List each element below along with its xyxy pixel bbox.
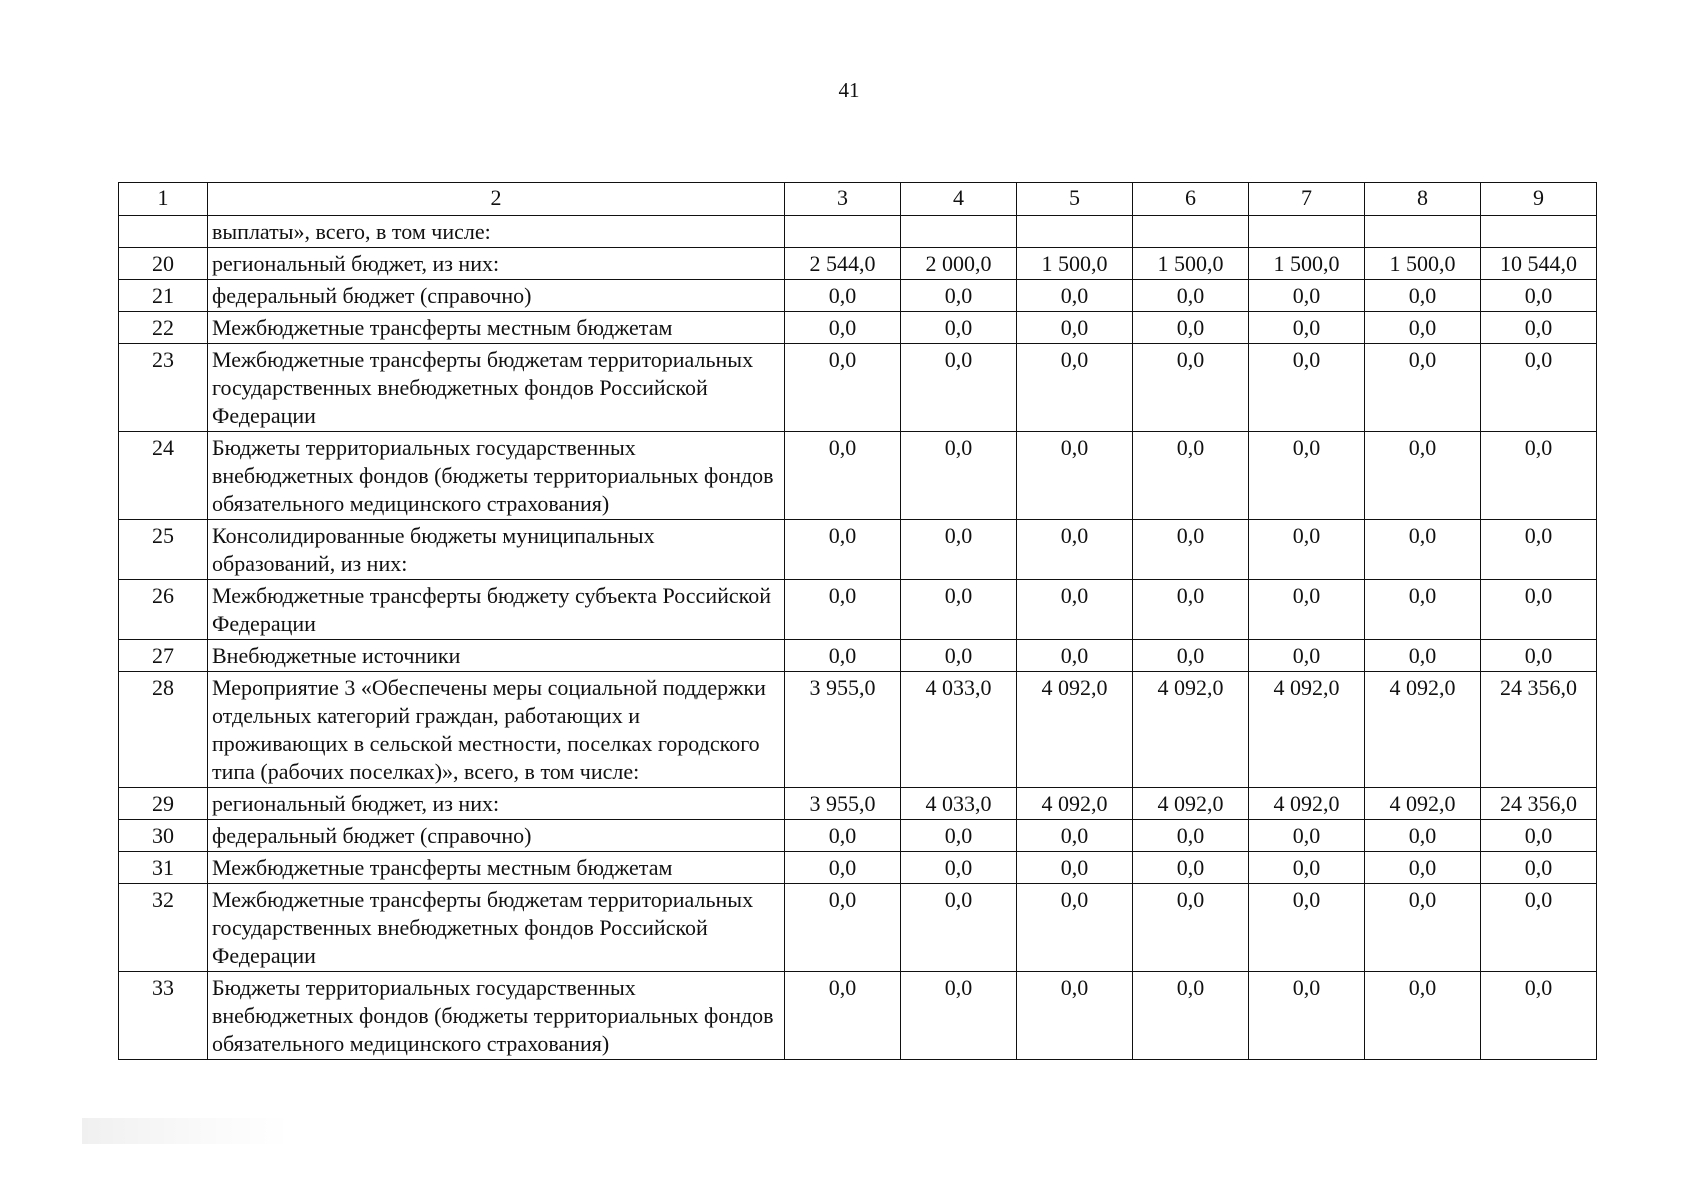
value-cell: 0,0 — [1133, 580, 1249, 640]
value-cell: 0,0 — [1481, 432, 1597, 520]
value-cell: 0,0 — [1017, 312, 1133, 344]
value-cell: 0,0 — [785, 852, 901, 884]
value-cell: 0,0 — [785, 972, 901, 1060]
row-description: федеральный бюджет (справочно) — [208, 280, 785, 312]
page-number: 41 — [838, 78, 860, 102]
row-number: 28 — [119, 672, 208, 788]
value-cell: 0,0 — [1017, 280, 1133, 312]
value-cell: 0,0 — [785, 344, 901, 432]
value-cell: 0,0 — [1133, 344, 1249, 432]
value-cell — [785, 216, 901, 248]
value-cell: 0,0 — [1365, 640, 1481, 672]
table-row — [119, 820, 1597, 852]
table-row — [119, 852, 1597, 884]
value-cell — [1017, 216, 1133, 248]
value-cell: 0,0 — [1365, 312, 1481, 344]
table-row — [119, 344, 1597, 432]
value-cell: 0,0 — [785, 520, 901, 580]
row-description: Бюджеты территориальных государственных внебюджетных фондов (бюджеты территориальных фондов обязательного медицинского страхования) — [208, 972, 785, 1060]
value-cell: 0,0 — [1017, 884, 1133, 972]
value-cell: 0,0 — [1249, 520, 1365, 580]
value-cell: 0,0 — [1249, 344, 1365, 432]
value-cell: 0,0 — [901, 432, 1017, 520]
table-row — [119, 640, 1597, 672]
value-cell: 0,0 — [1481, 520, 1597, 580]
value-cell: 0,0 — [1365, 972, 1481, 1060]
header-cell: 3 — [785, 183, 901, 216]
row-number: 33 — [119, 972, 208, 1060]
row-number: 27 — [119, 640, 208, 672]
value-cell: 0,0 — [1133, 640, 1249, 672]
value-cell: 0,0 — [1365, 884, 1481, 972]
table-row — [119, 432, 1597, 520]
value-cell: 0,0 — [1249, 972, 1365, 1060]
value-cell: 4 092,0 — [1365, 788, 1481, 820]
table-row — [119, 280, 1597, 312]
row-description: Межбюджетные трансферты местным бюджетам — [208, 852, 785, 884]
value-cell: 0,0 — [1133, 884, 1249, 972]
header-cell: 4 — [901, 183, 1017, 216]
value-cell: 0,0 — [1133, 312, 1249, 344]
row-number: 30 — [119, 820, 208, 852]
value-cell: 0,0 — [901, 884, 1017, 972]
table-body — [119, 216, 1597, 1060]
row-description: Межбюджетные трансферты местным бюджетам — [208, 312, 785, 344]
value-cell: 0,0 — [1249, 884, 1365, 972]
value-cell — [901, 216, 1017, 248]
header-cell: 2 — [208, 183, 785, 216]
table-row — [119, 788, 1597, 820]
value-cell: 10 544,0 — [1481, 248, 1597, 280]
value-cell: 0,0 — [1481, 820, 1597, 852]
header-cell: 7 — [1249, 183, 1365, 216]
value-cell: 2 000,0 — [901, 248, 1017, 280]
table-row — [119, 312, 1597, 344]
row-number: 21 — [119, 280, 208, 312]
value-cell: 0,0 — [1017, 972, 1133, 1060]
value-cell: 0,0 — [1017, 520, 1133, 580]
value-cell: 2 544,0 — [785, 248, 901, 280]
row-description: региональный бюджет, из них: — [208, 788, 785, 820]
row-number — [119, 216, 208, 248]
value-cell: 0,0 — [1365, 520, 1481, 580]
table-row — [119, 216, 1597, 248]
value-cell: 1 500,0 — [1133, 248, 1249, 280]
value-cell: 0,0 — [1481, 312, 1597, 344]
row-description: Внебюджетные источники — [208, 640, 785, 672]
value-cell: 0,0 — [1133, 972, 1249, 1060]
value-cell: 24 356,0 — [1481, 788, 1597, 820]
value-cell: 0,0 — [1365, 432, 1481, 520]
table-row — [119, 972, 1597, 1060]
value-cell: 0,0 — [1133, 820, 1249, 852]
value-cell: 0,0 — [1481, 852, 1597, 884]
row-description: Межбюджетные трансферты бюджету субъекта Российской Федерации — [208, 580, 785, 640]
value-cell: 0,0 — [1365, 344, 1481, 432]
value-cell: 0,0 — [1249, 312, 1365, 344]
value-cell: 1 500,0 — [1017, 248, 1133, 280]
table-row — [119, 884, 1597, 972]
header-cell: 9 — [1481, 183, 1597, 216]
row-description: Консолидированные бюджеты муниципальных образований, из них: — [208, 520, 785, 580]
row-description: федеральный бюджет (справочно) — [208, 820, 785, 852]
value-cell: 0,0 — [901, 820, 1017, 852]
value-cell: 0,0 — [785, 580, 901, 640]
row-number: 25 — [119, 520, 208, 580]
table-row — [119, 248, 1597, 280]
value-cell: 0,0 — [1249, 852, 1365, 884]
value-cell: 4 092,0 — [1133, 672, 1249, 788]
header-cell: 8 — [1365, 183, 1481, 216]
value-cell: 0,0 — [1481, 344, 1597, 432]
value-cell: 4 092,0 — [1133, 788, 1249, 820]
header-cell: 1 — [119, 183, 208, 216]
value-cell: 0,0 — [1365, 580, 1481, 640]
row-number: 22 — [119, 312, 208, 344]
value-cell: 0,0 — [1481, 884, 1597, 972]
table-row — [119, 520, 1597, 580]
value-cell: 0,0 — [1017, 580, 1133, 640]
header-cell: 5 — [1017, 183, 1133, 216]
row-description: выплаты», всего, в том числе: — [208, 216, 785, 248]
value-cell: 0,0 — [1249, 820, 1365, 852]
value-cell: 0,0 — [1017, 640, 1133, 672]
scan-artifact — [82, 1118, 292, 1144]
value-cell: 0,0 — [1133, 520, 1249, 580]
table-row — [119, 580, 1597, 640]
value-cell: 0,0 — [785, 884, 901, 972]
value-cell: 0,0 — [901, 312, 1017, 344]
value-cell: 0,0 — [901, 520, 1017, 580]
row-description: Мероприятие 3 «Обеспечены меры социальной поддержки отдельных категорий граждан, работающих и проживающих в сельской местности, поселках городского типа (рабочих поселках)», всего, в том числе: — [208, 672, 785, 788]
value-cell: 0,0 — [1133, 280, 1249, 312]
row-description: региональный бюджет, из них: — [208, 248, 785, 280]
value-cell — [1133, 216, 1249, 248]
value-cell: 0,0 — [1249, 280, 1365, 312]
value-cell: 1 500,0 — [1249, 248, 1365, 280]
value-cell: 0,0 — [901, 852, 1017, 884]
value-cell: 4 092,0 — [1017, 788, 1133, 820]
row-number: 26 — [119, 580, 208, 640]
value-cell: 0,0 — [1249, 580, 1365, 640]
value-cell: 24 356,0 — [1481, 672, 1597, 788]
value-cell: 0,0 — [1017, 432, 1133, 520]
value-cell: 4 092,0 — [1249, 672, 1365, 788]
value-cell: 0,0 — [1481, 972, 1597, 1060]
value-cell: 0,0 — [1365, 280, 1481, 312]
row-number: 32 — [119, 884, 208, 972]
row-description: Бюджеты территориальных государственных внебюджетных фондов (бюджеты территориальных фондов обязательного медицинского страхования) — [208, 432, 785, 520]
value-cell — [1365, 216, 1481, 248]
value-cell: 0,0 — [1133, 852, 1249, 884]
value-cell: 4 092,0 — [1365, 672, 1481, 788]
header-cell: 6 — [1133, 183, 1249, 216]
value-cell: 0,0 — [785, 312, 901, 344]
value-cell: 4 033,0 — [901, 788, 1017, 820]
value-cell: 0,0 — [901, 972, 1017, 1060]
row-description: Межбюджетные трансферты бюджетам территориальных государственных внебюджетных фондов Российской Федерации — [208, 344, 785, 432]
row-number: 29 — [119, 788, 208, 820]
value-cell: 0,0 — [785, 432, 901, 520]
row-number: 20 — [119, 248, 208, 280]
value-cell: 0,0 — [1365, 852, 1481, 884]
value-cell: 0,0 — [1017, 852, 1133, 884]
row-description: Межбюджетные трансферты бюджетам территориальных государственных внебюджетных фондов Российской Федерации — [208, 884, 785, 972]
value-cell — [1249, 216, 1365, 248]
value-cell: 3 955,0 — [785, 788, 901, 820]
value-cell: 0,0 — [901, 580, 1017, 640]
row-number: 31 — [119, 852, 208, 884]
value-cell: 0,0 — [1481, 640, 1597, 672]
row-number: 23 — [119, 344, 208, 432]
value-cell: 0,0 — [1249, 640, 1365, 672]
value-cell: 0,0 — [1365, 820, 1481, 852]
value-cell: 4 092,0 — [1017, 672, 1133, 788]
value-cell: 0,0 — [1249, 432, 1365, 520]
budget-table — [118, 182, 1597, 1060]
table-row — [119, 672, 1597, 788]
value-cell: 0,0 — [1017, 820, 1133, 852]
value-cell: 0,0 — [785, 820, 901, 852]
value-cell: 0,0 — [1017, 344, 1133, 432]
value-cell: 0,0 — [1133, 432, 1249, 520]
row-number: 24 — [119, 432, 208, 520]
table-header — [119, 183, 1597, 216]
value-cell: 0,0 — [901, 280, 1017, 312]
value-cell: 0,0 — [901, 640, 1017, 672]
value-cell: 4 033,0 — [901, 672, 1017, 788]
value-cell: 3 955,0 — [785, 672, 901, 788]
value-cell: 0,0 — [1481, 280, 1597, 312]
header-row — [119, 183, 1597, 216]
value-cell: 1 500,0 — [1365, 248, 1481, 280]
value-cell — [1481, 216, 1597, 248]
value-cell: 4 092,0 — [1249, 788, 1365, 820]
value-cell: 0,0 — [785, 280, 901, 312]
value-cell: 0,0 — [785, 640, 901, 672]
value-cell: 0,0 — [901, 344, 1017, 432]
value-cell: 0,0 — [1481, 580, 1597, 640]
